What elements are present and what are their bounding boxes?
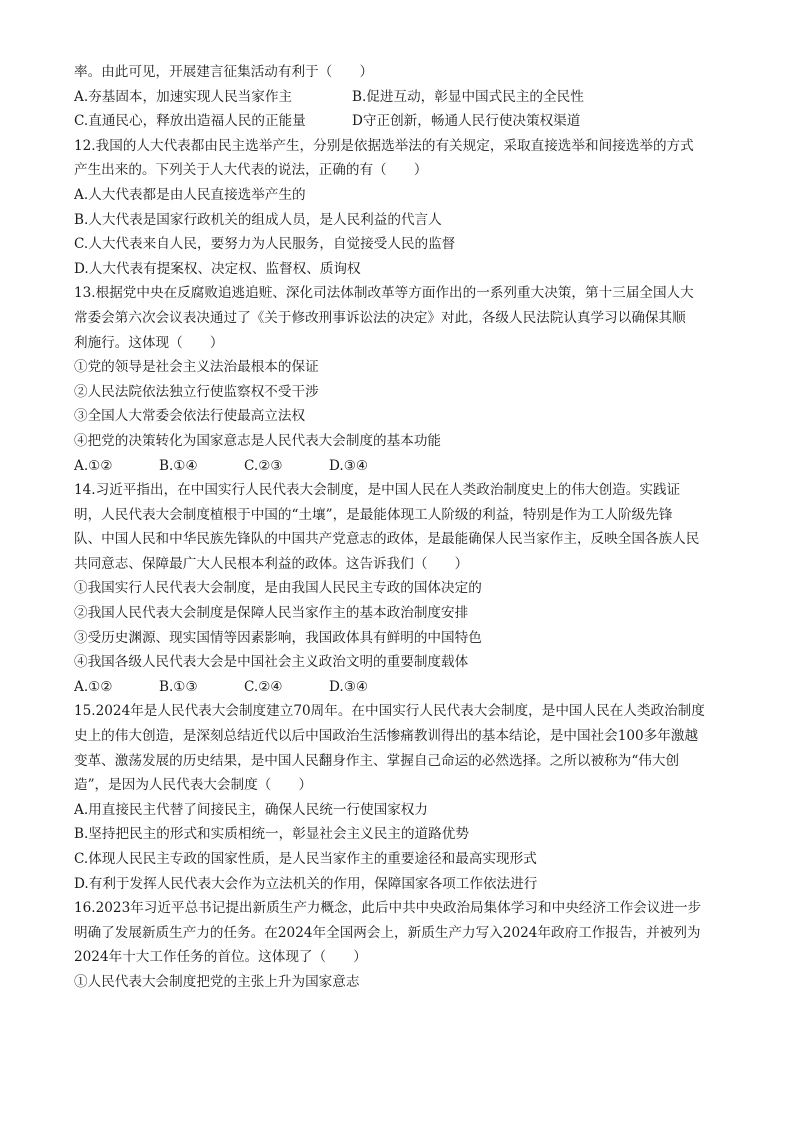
q14-choices — [74, 675, 724, 700]
q11-option-b[interactable]: B.促进互动，彰显中国式民主的全民性 — [352, 88, 584, 105]
q14-item-3: ③受历史渊源、现实国情等因素影响，我国政体具有鲜明的中国特色 — [74, 629, 482, 646]
q13-item-4: ④把党的决策转化为国家意志是人民代表大会制度的基本功能 — [74, 432, 442, 449]
q13-stem-line-3: 利施行。这体现（ ） — [74, 334, 224, 351]
q15-option-d[interactable]: D.有利于发挥人民代表大会作为立法机关的作用，保障国家各项工作依法进行 — [74, 875, 538, 892]
q15-option-a[interactable]: A.用直接民主代替了间接民主，确保人民统一行使国家权力 — [74, 801, 428, 818]
q12-stem-line-1: 12.我国的人大代表都由民主选举产生，分别是依据选举法的有关规定，采取直接选举和间接选举的方式 — [74, 137, 694, 154]
q13-choices — [74, 454, 724, 479]
page-content — [74, 60, 724, 995]
q14-item-4: ④我国各级人民代表大会是中国社会主义政治文明的重要制度载体 — [74, 654, 469, 671]
q14-stem-line-2: 明，人民代表大会制度植根于中国的“土壤”，是最能体现工人阶级的利益，特别是作为工人阶级先锋 — [74, 506, 673, 523]
q12-option-a[interactable]: A.人大代表都是由人民直接选举产生的 — [74, 186, 306, 203]
q15-stem-line-3: 变革、激荡发展的历史结果，是中国人民翻身作主、掌握自己命运的必然选择。之所以被称为“伟大创 — [74, 752, 680, 769]
q16-item-1: ①人民代表大会制度把党的主张上升为国家意志 — [74, 973, 360, 990]
q13-choice-c[interactable]: C.②③ — [244, 457, 283, 474]
q14-choice-b[interactable]: B.①③ — [159, 678, 198, 695]
q13-choice-b[interactable]: B.①④ — [159, 457, 198, 474]
q14-stem-line-1: 14.习近平指出，在中国实行人民代表大会制度，是中国人民在人类政治制度史上的伟大创造。实践证 — [74, 482, 681, 499]
q13-choice-a[interactable]: A.①② — [74, 457, 113, 474]
q14-choice-a[interactable]: A.①② — [74, 678, 113, 695]
q14-stem-line-4: 共同意志、保障最广大人民根本利益的政体。这告诉我们（ ） — [74, 555, 469, 572]
q12-option-b[interactable]: B.人大代表是国家行政机关的组成人员，是人民利益的代言人 — [74, 211, 442, 228]
q16-stem-line-2: 明确了发展新质生产力的任务。在2024年全国两会上，新质生产力写入2024年政府工作报告，并被列为 — [74, 924, 701, 941]
q14-choice-c[interactable]: C.②④ — [244, 678, 283, 695]
q12-option-c[interactable]: C.人大代表来自人民，要努力为人民服务，自觉接受人民的监督 — [74, 236, 456, 253]
q14-item-1: ①我国实行人民代表大会制度，是由我国人民民主专政的国体决定的 — [74, 580, 482, 597]
q13-item-3: ③全国人大常委会依法行使最高立法权 — [74, 408, 306, 425]
q14-item-2: ②我国人民代表大会制度是保障人民当家作主的基本政治制度安排 — [74, 605, 469, 622]
q11-option-c[interactable]: C.直通民心，释放出造福人民的正能量 — [74, 113, 306, 130]
q13-item-1: ①党的领导是社会主义法治最根本的保证 — [74, 359, 319, 376]
q15-stem-line-1: 15.2024年是人民代表大会制度建立70周年。在中国实行人民代表大会制度，是中国人民在人类政治制度 — [74, 703, 705, 720]
q15-option-c[interactable]: C.体现人民民主专政的国家性质，是人民当家作主的重要途径和最高实现形式 — [74, 851, 537, 867]
q16-stem-line-1: 16.2023年习近平总书记提出新质生产力概念，此后中共中央政治局集体学习和中央经济工作会议进一步 — [74, 900, 702, 917]
q12-option-d[interactable]: D.人大代表有提案权、决定权、监督权、质询权 — [74, 260, 361, 277]
q13-item-2: ②人民法院依法独立行使监察权不受干涉 — [74, 383, 319, 400]
q11-options-row-1 — [74, 85, 724, 110]
q13-stem-line-1: 13.根据党中央在反腐败追逃追赃、深化司法体制改革等方面作出的一系列重大决策，第十三届全国人大 — [74, 285, 694, 302]
q13-choice-d[interactable]: D.③④ — [329, 457, 369, 474]
q15-option-b[interactable]: B.坚持把民主的形式和实质相统一，彰显社会主义民主的道路优势 — [74, 826, 469, 843]
q11-options-row-2 — [74, 109, 724, 134]
q13-stem-line-2: 常委会第六次会议表决通过了《关于修改刑事诉讼法的决定》对此，各级人民法院认真学习以确保其顺 — [74, 309, 686, 326]
q11-stem-tail: 率。由此可见，开展建言征集活动有利于（ ） — [74, 64, 374, 80]
q15-stem-line-2: 史上的伟大创造，是深刻总结近代以后中国政治生活惨痛教训得出的基本结论，是中国社会100多年激越 — [74, 728, 699, 745]
q11-option-d[interactable]: D守正创新，畅通人民行使决策权渠道 — [352, 113, 581, 130]
q11-option-a[interactable]: A.夯基固本，加速实现人民当家作主 — [74, 88, 293, 105]
q15-stem-line-4: 造”，是因为人民代表大会制度（ ） — [74, 777, 313, 794]
q16-stem-line-3: 2024年十大工作任务的首位。这体现了（ ） — [74, 949, 367, 966]
q14-stem-line-3: 队、中国人民和中华民族先锋队的中国共产党意志的政体，是最能确保人民当家作主，反映全国各族人民 — [74, 531, 700, 548]
q12-stem-line-2: 产生出来的。下列关于人大代表的说法，正确的有（ ） — [74, 162, 428, 179]
q14-choice-d[interactable]: D.③④ — [329, 678, 369, 695]
